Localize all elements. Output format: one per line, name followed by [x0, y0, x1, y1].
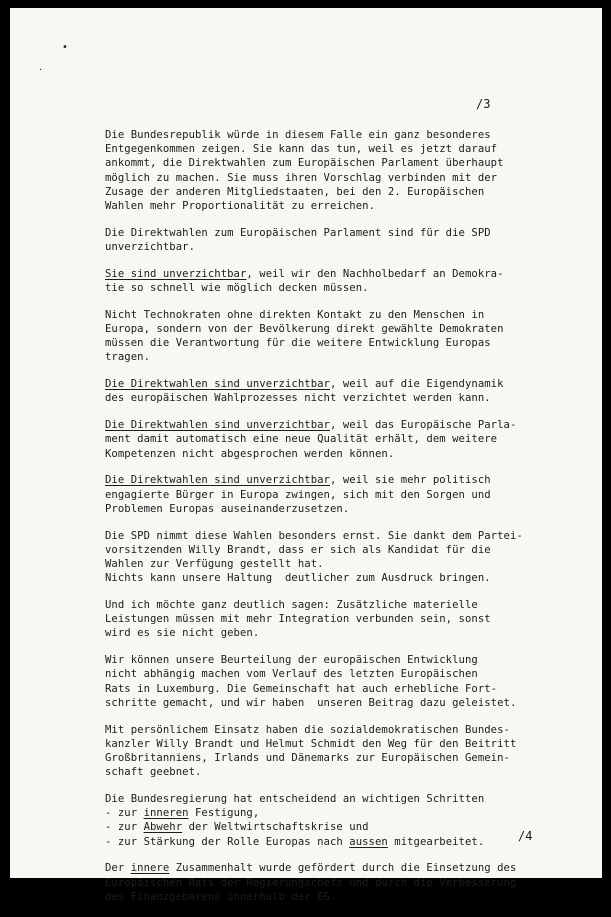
text-segment: , weil das Europäische Parla-: [329, 419, 517, 432]
paragraph: [105, 377, 585, 405]
text-line: [105, 185, 585, 199]
text-segment: Mit persönlichem Einsatz haben die sozialdemokratischen Bundes-: [105, 723, 510, 736]
underlined-text: Die Direktwahlen sind unverzichtbar: [105, 378, 330, 391]
text-segment: Wahlen mehr Proportionalität zu erreichen.: [105, 200, 375, 213]
speck-mark: ·: [39, 65, 43, 76]
text-line: [105, 529, 585, 543]
text-line: [105, 835, 585, 849]
text-segment: - zur Stärkung der Rolle Europas nach: [105, 835, 350, 848]
document-body: [105, 128, 585, 917]
paragraph: [105, 473, 585, 516]
underlined-text: inneren: [143, 807, 189, 820]
text-segment: Leistungen müssen mit mehr Integration verbunden sein, sonst: [105, 613, 491, 626]
text-segment: Zusage der anderen Mitgliedstaaten, bei den 2. Europäischen: [105, 185, 485, 198]
text-segment: Zusammenhalt wurde gefördert durch die Einsetzung des: [169, 862, 517, 875]
text-line: [105, 598, 585, 612]
text-line: [105, 350, 585, 364]
text-line: [105, 861, 585, 875]
text-segment: Europäischen Rats der Regierungschefs und durch die Verbesserung: [105, 876, 517, 889]
paragraph: [105, 723, 585, 780]
underlined-text: aussen: [349, 835, 388, 848]
text-line: [105, 267, 585, 281]
text-segment: ankommt, die Direktwahlen zum Europäischen Parlament überhaupt: [105, 157, 504, 170]
text-segment: schaft geebnet.: [105, 766, 202, 779]
text-line: [105, 502, 585, 516]
paragraph: [105, 128, 585, 213]
text-line: [105, 806, 585, 820]
text-segment: Wahlen zur Verfügung gestellt hat.: [105, 558, 324, 571]
underlined-text: innere: [130, 862, 170, 875]
paragraph: [105, 598, 585, 641]
text-line: [105, 418, 585, 432]
text-line: [105, 571, 585, 585]
text-segment: mitgearbeitet.: [387, 835, 485, 848]
text-segment: tie so schnell wie möglich decken müssen.: [105, 282, 369, 295]
text-line: [105, 171, 585, 185]
text-segment: Problemen Europas auseinanderzusetzen.: [105, 502, 350, 515]
text-line: [105, 432, 585, 446]
text-line: [105, 751, 585, 765]
text-segment: Wir können unsere Beurteilung der europäischen Entwicklung: [105, 654, 478, 667]
text-segment: engagierte Bürger in Europa zwingen, sich mit den Sorgen und: [105, 488, 491, 501]
text-segment: vorsitzenden Willy Brandt, dass er sich als Kandidat für die: [105, 543, 491, 556]
paragraph: [105, 653, 585, 710]
text-line: [105, 156, 585, 170]
text-line: [105, 391, 585, 405]
text-line: [105, 281, 585, 295]
text-segment: Festigung,: [188, 807, 260, 820]
text-segment: , weil wir den Nachholbedarf an Demokra-: [246, 267, 504, 280]
text-segment: müssen die Verantwortung für die weitere Entwicklung Europas: [105, 337, 491, 350]
text-segment: - zur: [105, 821, 144, 834]
text-segment: Großbritanniens, Irlands und Dänemarks zur Europäischen Gemein-: [105, 752, 510, 765]
text-line: [105, 377, 585, 391]
text-segment: der Weltwirtschaftskrise und: [182, 821, 369, 834]
paragraph: [105, 308, 585, 365]
text-segment: Die SPD nimmt diese Wahlen besonders ernst. Sie dankt dem Partei-: [105, 529, 523, 542]
text-line: [105, 488, 585, 502]
text-line: [105, 723, 585, 737]
underlined-text: Abwehr: [143, 821, 183, 834]
text-line: [105, 557, 585, 571]
text-line: [105, 792, 585, 806]
underlined-text: Die Direktwahlen sind unverzichtbar: [105, 474, 330, 487]
paragraph: [105, 529, 585, 586]
paragraph: [105, 792, 585, 849]
text-line: [105, 543, 585, 557]
text-line: [105, 820, 585, 834]
text-line: [105, 240, 585, 254]
text-segment: Und ich möchte ganz deutlich sagen: Zusätzliche materielle: [105, 599, 478, 612]
text-segment: Die Direktwahlen zum Europäischen Parlament sind für die SPD: [105, 226, 491, 239]
paragraph: [105, 226, 585, 254]
text-segment: des Finanzgebarens innerhalb der EG.: [105, 890, 337, 903]
text-segment: - zur: [105, 807, 144, 820]
text-line: [105, 473, 585, 487]
page-number-bottom: /4: [518, 829, 533, 843]
text-line: [105, 876, 585, 890]
text-segment: tragen.: [105, 351, 150, 364]
text-line: [105, 447, 585, 461]
text-segment: Die Bundesrepublik würde in diesem Falle ein ganz besonderes: [105, 129, 491, 141]
text-segment: , weil sie mehr politisch: [329, 474, 491, 487]
text-segment: schritte gemacht, und wir haben unseren Beitrag dazu geleistet.: [105, 696, 517, 709]
paragraph: [105, 861, 585, 904]
text-segment: Nichts kann unsere Haltung deutlicher zum Ausdruck bringen.: [105, 572, 491, 585]
paragraph: [105, 267, 585, 295]
text-segment: Die Bundesregierung hat entscheidend an wichtigen Schritten: [105, 793, 485, 806]
text-line: [105, 322, 585, 336]
text-line: [105, 737, 585, 751]
text-line: [105, 626, 585, 640]
text-line: [105, 226, 585, 240]
text-segment: Europa, sondern von der Bevölkerung direkt gewählte Demokraten: [105, 323, 504, 336]
text-line: [105, 765, 585, 779]
text-segment: kanzler Willy Brandt und Helmut Schmidt den Weg für den Beitritt: [105, 737, 517, 750]
paragraph: [105, 418, 585, 461]
text-segment: nicht abhängig machen vom Verlauf des letzten Europäischen: [105, 668, 478, 681]
text-segment: Der: [105, 862, 131, 875]
text-line: [105, 653, 585, 667]
text-segment: möglich zu machen. Sie muss ihren Vorschlag verbinden mit der: [105, 171, 498, 184]
text-segment: ment damit automatisch eine neue Qualität erhält, dem weitere: [105, 433, 498, 446]
text-line: [105, 890, 585, 904]
text-segment: Nicht Technokraten ohne direkten Kontakt zu den Menschen in: [105, 308, 485, 321]
text-line: [105, 667, 585, 681]
text-segment: des europäischen Wahlprozesses nicht verzichtet werden kann.: [105, 392, 491, 405]
text-line: [105, 612, 585, 626]
text-line: [105, 142, 585, 156]
text-line: [105, 696, 585, 710]
text-segment: wird es sie nicht geben.: [105, 627, 260, 640]
text-segment: Rats in Luxemburg. Die Gemeinschaft hat auch erhebliche Fort-: [105, 682, 498, 695]
text-segment: Kompetenzen nicht abgesprochen werden können.: [105, 447, 395, 460]
speck-mark: •: [62, 42, 68, 53]
document-page: [10, 8, 602, 903]
text-segment: , weil auf die Eigendynamik: [329, 378, 504, 391]
text-line: [105, 682, 585, 696]
underlined-text: Die Direktwahlen sind unverzichtbar: [105, 419, 330, 432]
text-line: [105, 128, 585, 142]
underlined-text: Sie sind unverzichtbar: [105, 267, 247, 280]
text-segment: Entgegenkommen zeigen. Sie kann das tun, weil es jetzt darauf: [105, 143, 498, 156]
text-line: [105, 336, 585, 350]
page-number-top: /3: [476, 97, 491, 111]
text-line: [105, 199, 585, 213]
text-line: [105, 308, 585, 322]
text-segment: unverzichtbar.: [105, 241, 195, 254]
